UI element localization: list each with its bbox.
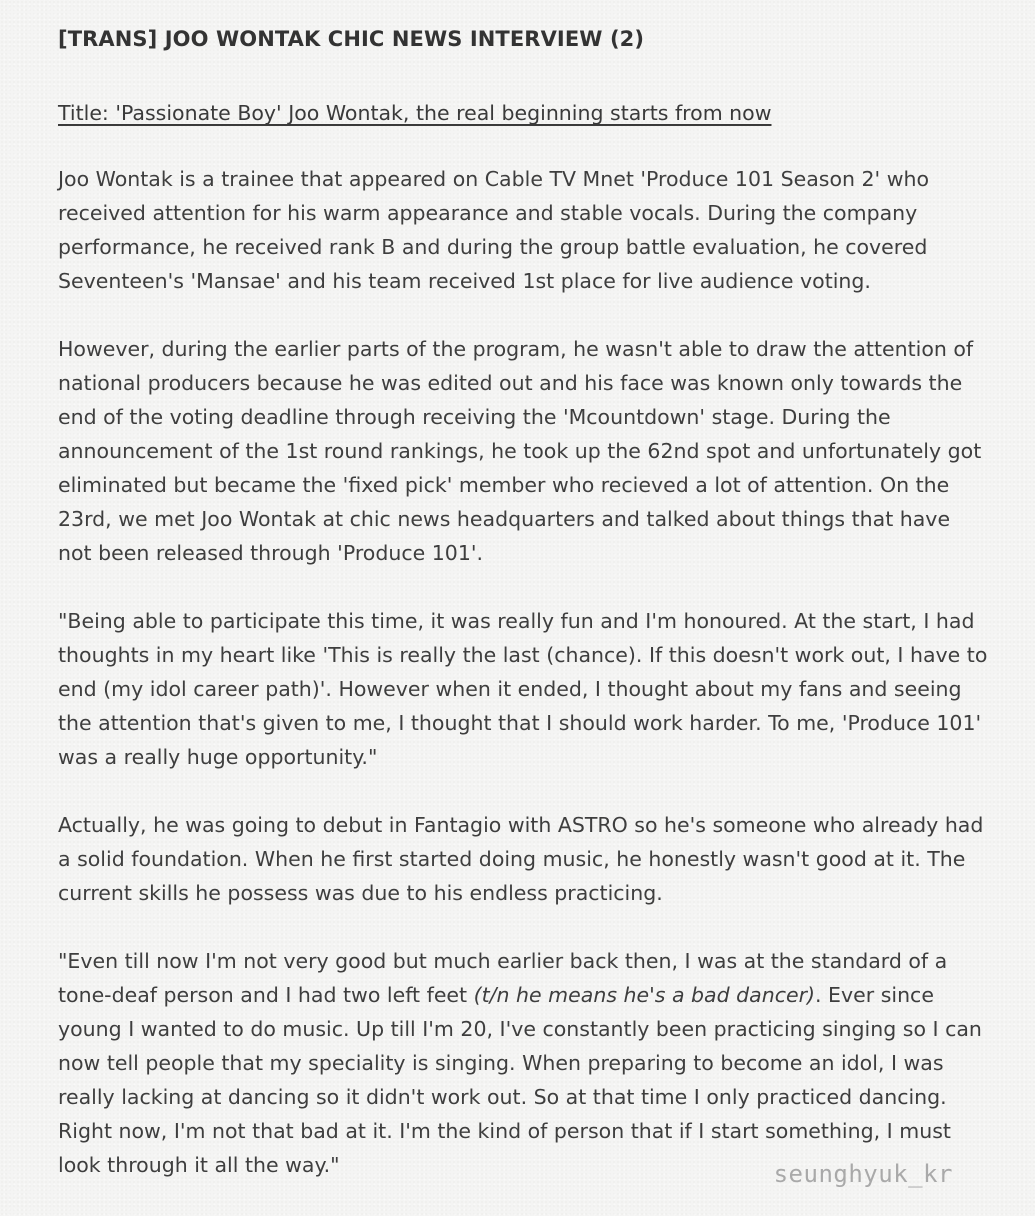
- document-heading: [TRANS] JOO WONTAK CHIC NEWS INTERVIEW (2): [58, 27, 645, 51]
- paragraph-3: "Being able to participate this time, it was really fun and I'm honoured. At the start, I had thoughts in my heart like 'This is really the last (chance). If this doesn't work out, I have to end (my idol career path)'. However when it ended, I thought about my fans and seeing the attention that's given to me, I thought that I should work harder. To me, 'Produce 101' was a really huge opportunity.": [58, 609, 988, 769]
- article-title: Title: 'Passionate Boy' Joo Wontak, the real beginning starts from now: [58, 101, 772, 125]
- paragraph-5-part-b: . Ever since young I wanted to do music. Up till I'm 20, I've constantly been practicing singing so I can now tell people that my speciality is singing. When preparing to become an idol, I was really lacking at dancing so it didn't work out. So at that time I only practiced dancing. Right now, I'm not that bad at it. I'm the kind of person that if I start something, I must look through it all the way.": [58, 983, 982, 1177]
- watermark: seunghyuk_kr: [773, 1160, 953, 1188]
- paragraph-5: [58, 944, 988, 1182]
- paragraph-5-part-a: "Even till now I'm not very good but much earlier back then, I was at the standard of a tone-deaf person and I had two left feet: [58, 949, 948, 1007]
- document-body: [58, 22, 988, 1216]
- paragraph-2: However, during the earlier parts of the program, he wasn't able to draw the attention of national producers because he was edited out and his face was known only towards the end of the voting deadline through receiving the 'Mcountdown' stage. During the announcement of the 1st round rankings, he took up the 62nd spot and unfortunately got eliminated but became the 'fixed pick' member who recieved a lot of attention. On the 23rd, we met Joo Wontak at chic news headquarters and talked about things that have not been released through 'Produce 101'.: [58, 337, 982, 565]
- paragraph-4: Actually, he was going to debut in Fantagio with ASTRO so he's someone who already had a solid foundation. When he first started doing music, he honestly wasn't good at it. The current skills he possess was due to his endless practicing.: [58, 813, 984, 905]
- paragraph-1: Joo Wontak is a trainee that appeared on Cable TV Mnet 'Produce 101 Season 2' who received attention for his warm appearance and stable vocals. During the company performance, he received rank B and during the group battle evaluation, he covered Seventeen's 'Mansae' and his team received 1st place for live audience voting.: [58, 167, 929, 293]
- translator-note: (t/n he means he's a bad dancer): [473, 983, 816, 1007]
